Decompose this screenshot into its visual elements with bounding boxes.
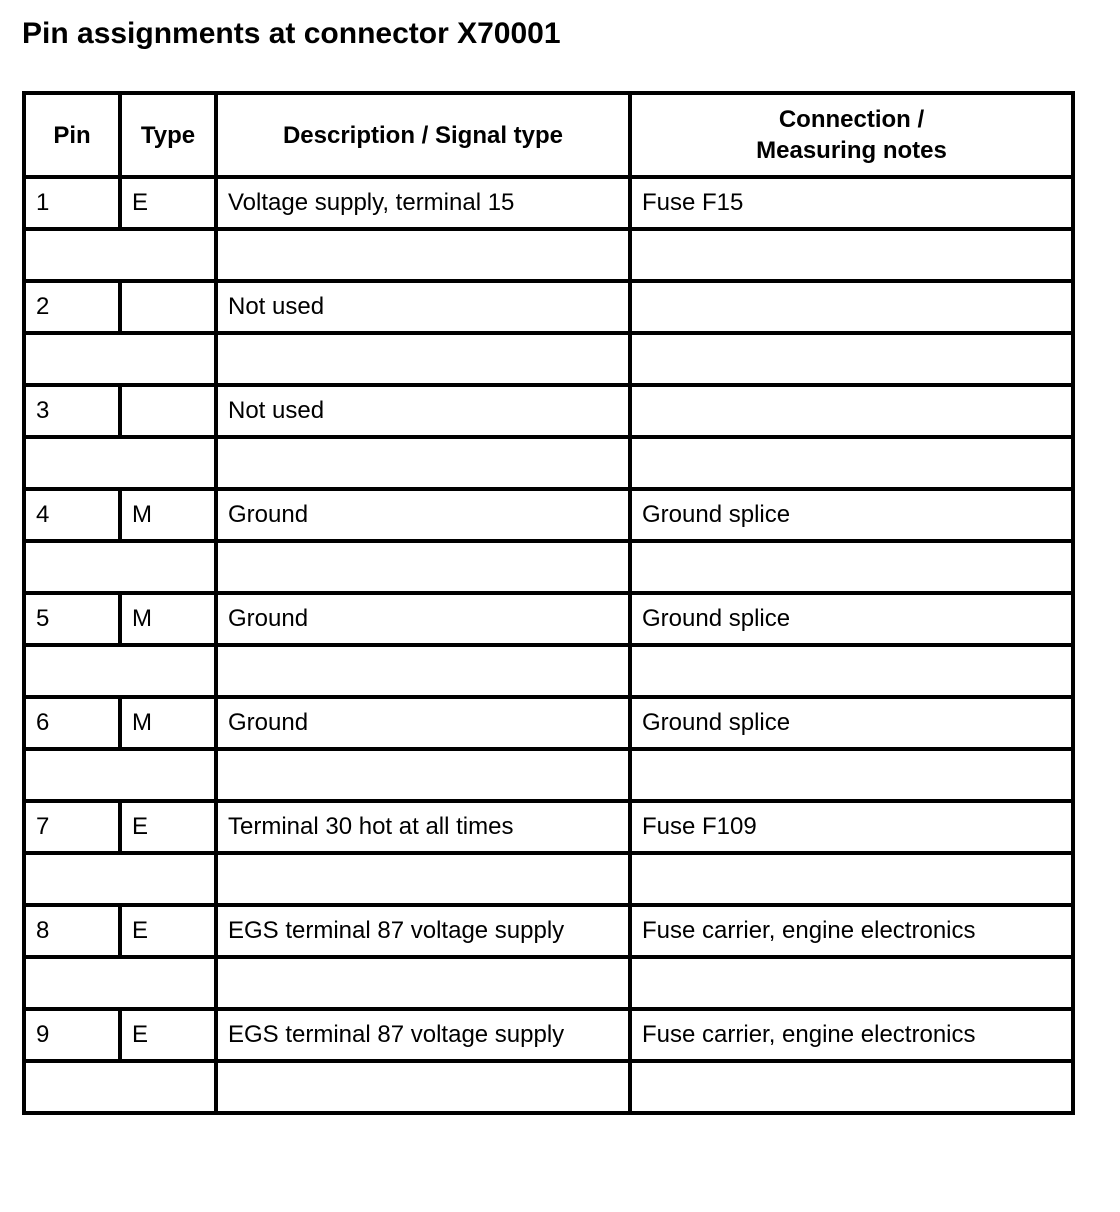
- cell-pin: 6: [24, 697, 120, 749]
- cell-connection: [630, 281, 1073, 333]
- spacer-row: [24, 749, 1073, 801]
- cell-type: E: [120, 905, 216, 957]
- spacer-cell: [630, 749, 1073, 801]
- spacer-cell: [216, 749, 630, 801]
- cell-pin: 8: [24, 905, 120, 957]
- table-row: [24, 593, 1073, 645]
- page-title: Pin assignments at connector X70001: [22, 17, 561, 50]
- spacer-cell: [24, 749, 216, 801]
- header-connection: [630, 93, 1073, 177]
- cell-type: E: [120, 801, 216, 853]
- spacer-cell: [216, 333, 630, 385]
- cell-pin: 2: [24, 281, 120, 333]
- spacer-row: [24, 853, 1073, 905]
- cell-description: Terminal 30 hot at all times: [216, 801, 630, 853]
- spacer-row: [24, 957, 1073, 1009]
- cell-type: [120, 385, 216, 437]
- cell-connection: [630, 385, 1073, 437]
- cell-pin: 5: [24, 593, 120, 645]
- spacer-cell: [630, 1061, 1073, 1113]
- spacer-cell: [630, 645, 1073, 697]
- spacer-cell: [24, 853, 216, 905]
- table-row: [24, 697, 1073, 749]
- table-row: [24, 1009, 1073, 1061]
- cell-type: M: [120, 593, 216, 645]
- spacer-row: [24, 645, 1073, 697]
- table-row: [24, 905, 1073, 957]
- spacer-cell: [630, 541, 1073, 593]
- cell-type: E: [120, 177, 216, 229]
- cell-description: Ground: [216, 593, 630, 645]
- cell-description: Ground: [216, 489, 630, 541]
- header-connection-line-1: Connection /: [778, 106, 925, 133]
- cell-description: Not used: [216, 281, 630, 333]
- spacer-cell: [216, 437, 630, 489]
- spacer-cell: [216, 957, 630, 1009]
- spacer-cell: [24, 1061, 216, 1113]
- cell-connection: Fuse F15: [630, 177, 1073, 229]
- spacer-cell: [216, 541, 630, 593]
- cell-type: [120, 281, 216, 333]
- spacer-cell: [630, 229, 1073, 281]
- cell-connection: Fuse F109: [630, 801, 1073, 853]
- header-description: Description / Signal type: [216, 93, 630, 177]
- table-header-row: [24, 93, 1073, 177]
- cell-pin: 1: [24, 177, 120, 229]
- spacer-row: [24, 1061, 1073, 1113]
- header-type: Type: [120, 93, 216, 177]
- cell-type: E: [120, 1009, 216, 1061]
- cell-connection: Fuse carrier, engine electronics: [630, 1009, 1073, 1061]
- spacer-row: [24, 333, 1073, 385]
- cell-type: M: [120, 697, 216, 749]
- table-row: [24, 801, 1073, 853]
- cell-connection: Fuse carrier, engine electronics: [630, 905, 1073, 957]
- header-connection-line-2: Measuring notes: [756, 137, 947, 164]
- pin-assignment-table: [22, 91, 1075, 1115]
- spacer-cell: [216, 229, 630, 281]
- cell-pin: 7: [24, 801, 120, 853]
- table-row: [24, 489, 1073, 541]
- spacer-cell: [24, 229, 216, 281]
- spacer-cell: [24, 437, 216, 489]
- cell-connection: Ground splice: [630, 697, 1073, 749]
- spacer-cell: [216, 1061, 630, 1113]
- header-pin: Pin: [24, 93, 120, 177]
- spacer-cell: [24, 541, 216, 593]
- cell-pin: 9: [24, 1009, 120, 1061]
- cell-pin: 3: [24, 385, 120, 437]
- spacer-cell: [630, 957, 1073, 1009]
- spacer-cell: [216, 645, 630, 697]
- cell-description: Voltage supply, terminal 15: [216, 177, 630, 229]
- spacer-cell: [216, 853, 630, 905]
- spacer-cell: [630, 853, 1073, 905]
- cell-description: Ground: [216, 697, 630, 749]
- cell-description: Not used: [216, 385, 630, 437]
- table-row: [24, 385, 1073, 437]
- spacer-cell: [630, 437, 1073, 489]
- spacer-cell: [630, 333, 1073, 385]
- cell-connection: Ground splice: [630, 593, 1073, 645]
- cell-pin: 4: [24, 489, 120, 541]
- table-row: [24, 177, 1073, 229]
- table-row: [24, 281, 1073, 333]
- spacer-row: [24, 541, 1073, 593]
- spacer-row: [24, 229, 1073, 281]
- spacer-cell: [24, 645, 216, 697]
- cell-description: EGS terminal 87 voltage supply: [216, 905, 630, 957]
- spacer-cell: [24, 333, 216, 385]
- spacer-row: [24, 437, 1073, 489]
- cell-connection: Ground splice: [630, 489, 1073, 541]
- cell-description: EGS terminal 87 voltage supply: [216, 1009, 630, 1061]
- spacer-cell: [24, 957, 216, 1009]
- cell-type: M: [120, 489, 216, 541]
